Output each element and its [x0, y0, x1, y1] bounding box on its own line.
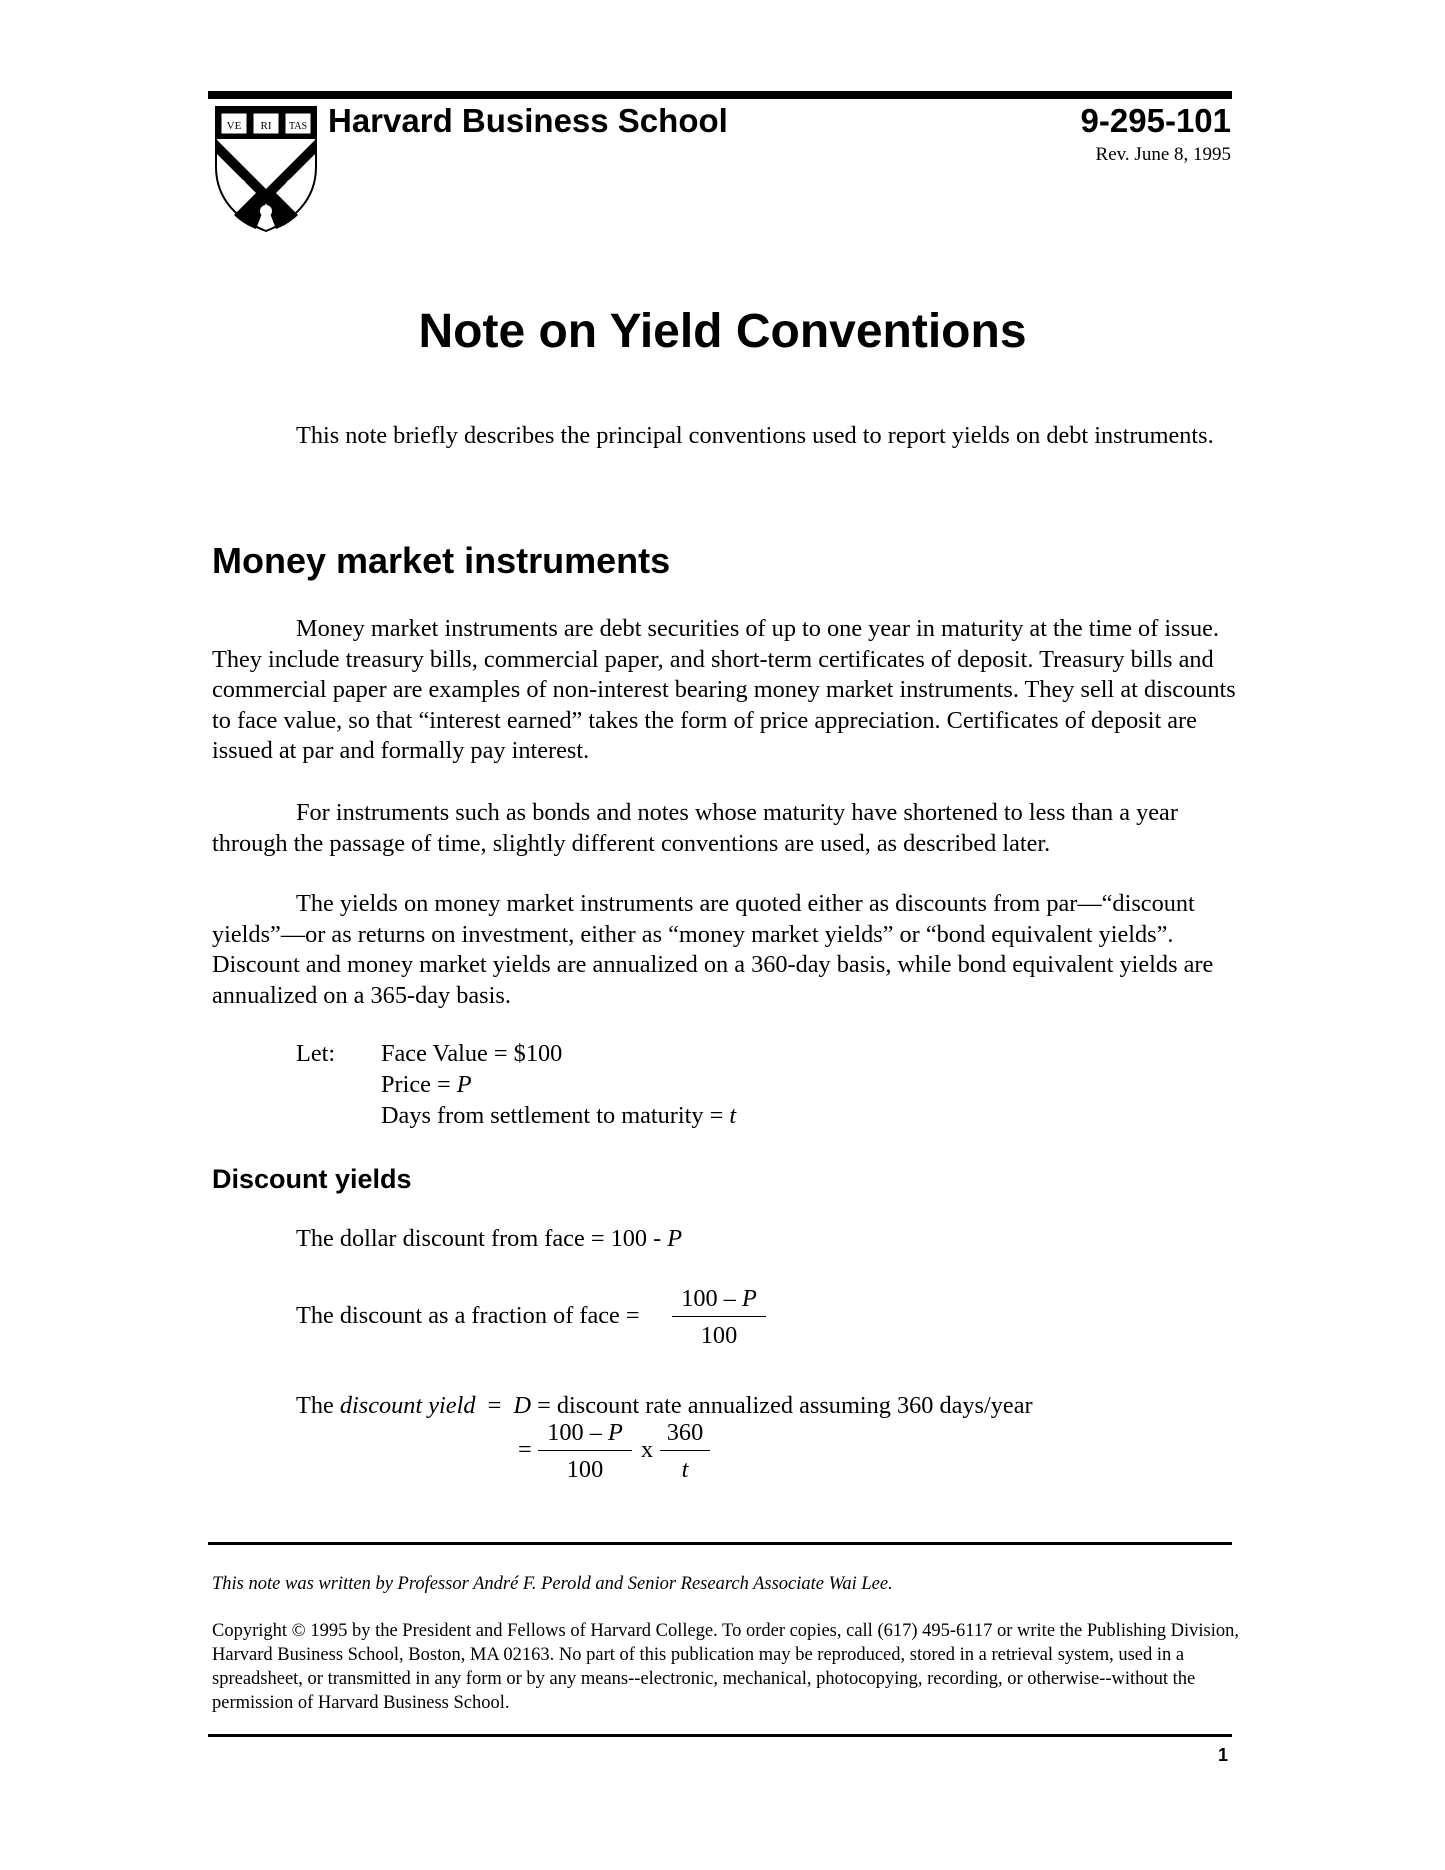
- discount-yield-denominator: 100: [566, 1456, 604, 1483]
- footnote-author: This note was written by Professor André F. Perold and Senior Research Associate Wai Lee.: [212, 1574, 893, 1594]
- let-price-prefix: Price =: [381, 1071, 457, 1098]
- dy-eq: =: [475, 1392, 514, 1419]
- frac1-num-a: 100 –: [681, 1285, 742, 1312]
- discount-yield-numerator: [538, 1416, 632, 1451]
- shield-text-ve: VE: [226, 120, 242, 132]
- frac1-num-b: P: [741, 1285, 757, 1312]
- let-days-prefix: Days from settlement to maturity =: [381, 1102, 730, 1129]
- discount-yield-fraction: [538, 1416, 632, 1489]
- document-number: 9-295-101: [1080, 102, 1231, 139]
- annualization-numerator: 360: [660, 1416, 710, 1451]
- let-price-var: P: [456, 1071, 472, 1098]
- page-footer-rule: [208, 1734, 1232, 1737]
- school-name: Harvard Business School: [328, 102, 728, 139]
- fraction-of-face-denominator: 100: [700, 1322, 738, 1349]
- intro-text: This note briefly describes the principal conventions used to report yields on debt instruments.: [296, 422, 1214, 449]
- shield-text-ri: RI: [260, 120, 272, 132]
- let-label: Let:: [296, 1040, 336, 1067]
- fraction-of-face-numerator: [672, 1282, 766, 1317]
- harvard-shield-logo: [214, 105, 318, 233]
- intro-paragraph: [212, 421, 1242, 452]
- fraction-of-face-label: The discount as a fraction of face =: [296, 1302, 640, 1329]
- annualization-fraction: [660, 1416, 710, 1489]
- dollar-discount-prefix: The dollar discount from face = 100 -: [296, 1225, 668, 1252]
- dy-the: The: [296, 1392, 340, 1419]
- shield-text-tas: TAS: [288, 121, 308, 132]
- revision-date: Rev. June 8, 1995: [1095, 144, 1231, 165]
- dy-term: discount yield: [339, 1392, 476, 1419]
- paragraph-1-text: Money market instruments are debt securities of up to one year in maturity at the time of issue. They include treasury bills, commercial paper, and short-term certificates of deposit. Treasury bills and commercial paper are examples of non-interest bearing money market instruments. They sell at discounts to face value, so that “interest earned” takes the form of price appreciation. Certificates of deposit are issued at par and formally pay interest.: [212, 615, 1236, 764]
- paragraph-3-text: The yields on money market instruments are quoted either as discounts from par—“discount yields”—or as returns on investment, either as “money market yields” or “bond equivalent yields”. Discount and money market yields are annualized on a 360-day basis, while bond equivalent yields are annualized on a 365-day basis.: [212, 890, 1214, 1009]
- annualization-denominator-var: t: [681, 1456, 689, 1483]
- fraction-of-face-formula: [672, 1282, 766, 1355]
- frac2-num-a: 100 –: [547, 1419, 608, 1446]
- footnote-copyright: Copyright © 1995 by the President and Fellows of Harvard College. To order copies, call (617) 495-6117 or write the Publishing Division, Harvard Business School, Boston, MA 02163. No part of this publication may be reproduced, stored in a retrieval system, used in a spreadsheet, or transmitted in any form or by any means--electronic, mechanical, photocopying, recording, or otherwise--without the permission of Harvard Business School.: [212, 1621, 1240, 1713]
- document-title: Note on Yield Conventions: [418, 305, 1027, 358]
- paragraph-2-text: For instruments such as bonds and notes whose maturity have shortened to less than a year through the passage of time, slightly different conventions are used, as described later.: [212, 799, 1178, 857]
- paragraph-3: [212, 889, 1242, 1011]
- let-days-var: t: [729, 1102, 737, 1129]
- discount-yield-equals: =: [518, 1436, 532, 1463]
- dy-rest: = discount rate annualized assuming 360 days/year: [531, 1392, 1033, 1419]
- multiply-sign: x: [641, 1436, 654, 1463]
- dy-var: D: [513, 1392, 532, 1419]
- dollar-discount-line: [296, 1225, 682, 1253]
- frac2-num-b: P: [607, 1419, 623, 1446]
- page-number: 1: [1217, 1745, 1228, 1765]
- header-rule: [208, 91, 1232, 99]
- let-face-value: Face Value = $100: [381, 1040, 563, 1067]
- annualization-denominator: [660, 1451, 710, 1489]
- paragraph-2: [212, 798, 1242, 859]
- paragraph-1: [212, 614, 1242, 767]
- subsection-heading: Discount yields: [212, 1164, 412, 1194]
- let-price: [381, 1071, 472, 1099]
- dollar-discount-var: P: [667, 1225, 683, 1252]
- footnote-rule: [208, 1542, 1232, 1545]
- let-days: [381, 1102, 736, 1130]
- section-heading: Money market instruments: [212, 540, 671, 581]
